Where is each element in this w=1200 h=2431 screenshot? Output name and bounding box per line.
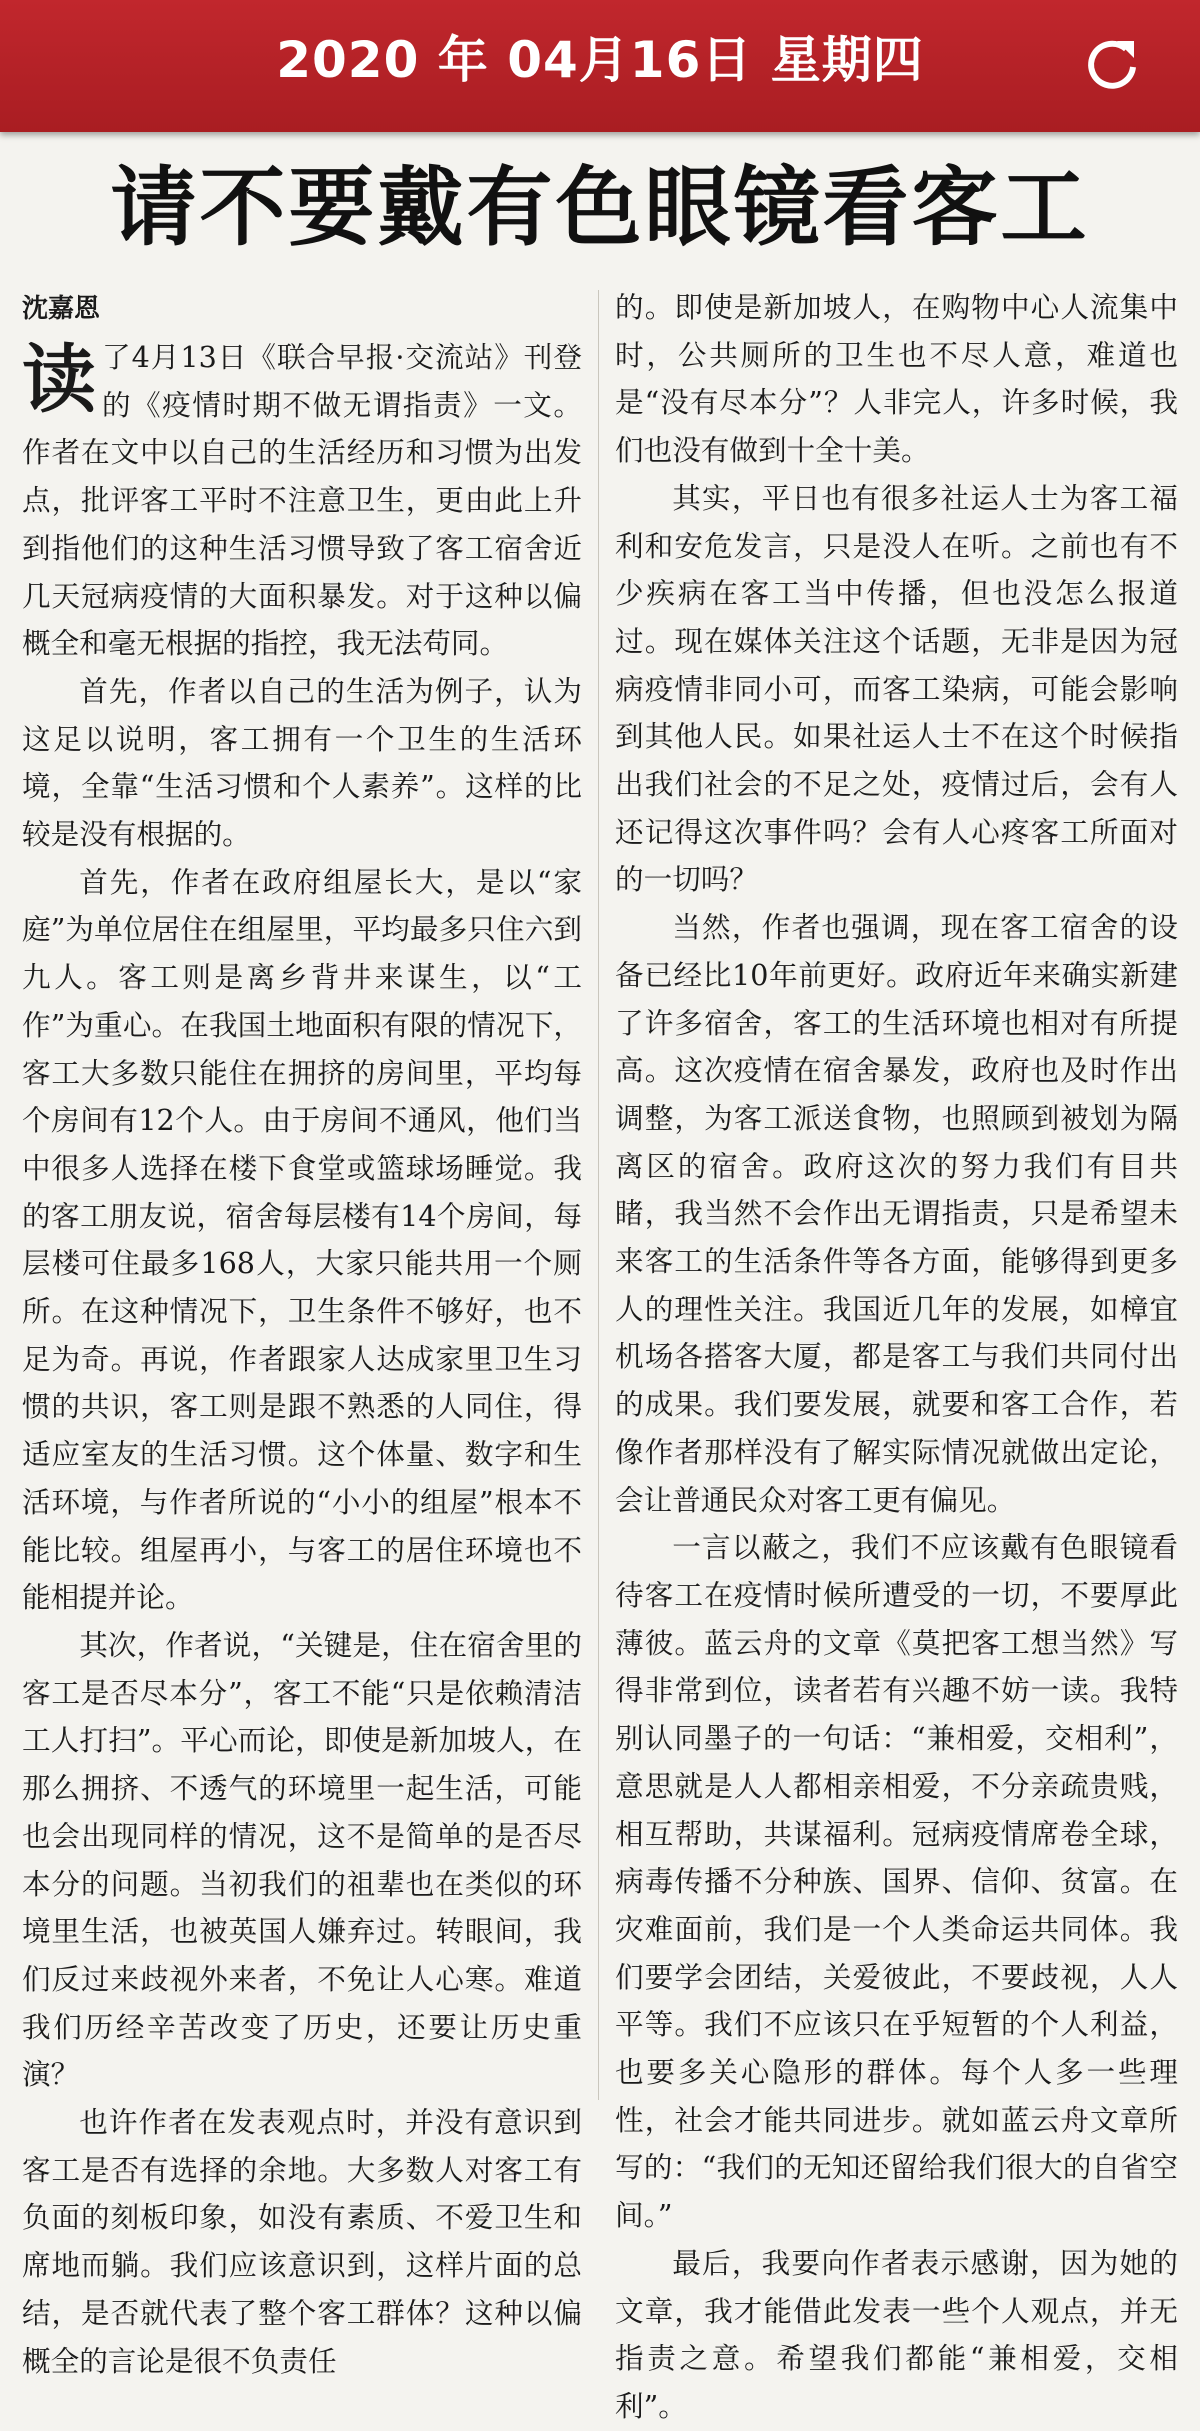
- date-header-bar: [0, 0, 1200, 132]
- article-paragraph: 当然，作者也强调，现在客工宿舍的设备已经比10年前更好。政府近年来确实新建了许多宿舍，客工的生活环境也相对有所提高。这次疫情在宿舍暴发，政府也及时作出调整，为客工派送食物，也照顾到被划为隔离区的宿舍。政府这次的努力我们有目共睹，我当然不会作出无谓指责，只是希望未来客工的生活条件等各方面，能够得到更多人的理性关注。我国近几年的发展，如樟宜机场各搭客大厦，都是客工与我们共同付出的成果。我们要发展，就要和客工合作，若像作者那样没有了解实际情况就做出定论，会让普通民众对客工更有偏见。: [615, 910, 1178, 1517]
- column-divider: [598, 290, 599, 2100]
- article-paragraph: 最后，我要向作者表示感谢，因为她的文章，我才能借此发表一些个人观点，并无指责之意。希望我们都能“兼相爱，交相利”。: [615, 2245, 1178, 2423]
- author-name: 沈嘉恩: [22, 294, 101, 324]
- article-paragraph: 首先，作者在政府组屋长大，是以“家庭”为单位居住在组屋里，平均最多只住六到九人。客工则是离乡背井来谋生，以“工作”为重心。在我国土地面积有限的情况下，客工大多数只能住在拥挤的房间里，平均每个房间有12个人。由于房间不通风，他们当中很多人选择在楼下食堂或篮球场睡觉。我的客工朋友说，宿舍每层楼有14个房间，每层楼可住最多168人，大家只能共用一个厕所。在这种情况下，卫生条件不够好，也不足为奇。再说，作者跟家人达成家里卫生习惯的共识，客工则是跟不熟悉的人同住，得适应室友的生活习惯。这个体量、数字和生活环境，与作者所说的“小小的组屋”根本不能比较。组屋再小，与客工的居住环境也不能相提并论。: [22, 864, 582, 1615]
- article-column-right: [615, 284, 1178, 2431]
- article-paragraph: 其实，平日也有很多社运人士为客工福利和安危发言，只是没人在听。之前也有不少疾病在客工当中传播，但也没怎么报道过。现在媒体关注这个话题，无非是因为冠病疫情非同小可，而客工染病，可能会影响到其他人民。如果社运人士不在这个时候指出我们社会的不足之处，疫情过后，会有人还记得这次事件吗？会有人心疼客工所面对的一切吗？: [615, 480, 1178, 897]
- article-paragraph: 其次，作者说，“关键是，住在宿舍里的客工是否尽本分”，客工不能“只是依赖清洁工人打扫”。平心而论，即使是新加坡人，在那么拥挤、不透气的环境里一起生活，可能也会出现同样的情况，这不是简单的是否尽本分的问题。当初我们的祖辈也在类似的环境里生活，也被英国人嫌弃过。转眼间，我们反过来歧视外来者，不免让人心寒。难道我们历经辛苦改变了历史，还要让历史重演？: [22, 1627, 582, 2092]
- drop-cap: 读: [22, 337, 96, 423]
- refresh-icon[interactable]: [1082, 35, 1142, 95]
- article-paragraph: 一言以蔽之，我们不应该戴有色眼镜看待客工在疫情时候所遭受的一切，不要厚此薄彼。蓝云舟的文章《莫把客工想当然》写得非常到位，读者若有兴趣不妨一读。我特别认同墨子的一句话：“兼相爱，交相利”，意思就是人人都相亲相爱，不分亲疏贵贱，相互帮助，共谋福利。冠病疫情席卷全球，病毒传播不分种族、国界、信仰、贫富。在灾难面前，我们是一个人类命运共同体。我们要学会团结，关爱彼此，不要歧视，人人平等。我们不应该只在乎短暂的个人利益，也要多关心隐形的群体。每个人多一些理性，社会才能共同进步。就如蓝云舟文章所写的：“我们的无知还留给我们很大的自省空间。”: [615, 1530, 1178, 2233]
- date-label: 2020 年 04月16日 星期四: [276, 31, 924, 89]
- article-paragraph: 的。即使是新加坡人，在购物中心人流集中时，公共厕所的卫生也不尽人意，难道也是“没有尽本分”？人非完人，许多时候，我们也没有做到十全十美。: [615, 290, 1178, 468]
- article-column-left: [22, 292, 582, 2385]
- article-paragraph: 首先，作者以自己的生活为例子，认为这足以说明，客工拥有一个卫生的生活环境，全靠“生活习惯和个人素养”。这样的比较是没有根据的。: [22, 673, 582, 852]
- article-paragraph: 也许作者在发表观点时，并没有意识到客工是否有选择的余地。大多数人对客工有负面的刻板印象，如没有素质、不爱卫生和席地而躺。我们应该意识到，这样片面的总结，是否就代表了整个客工群体？这种以偏概全的言论是很不负责任: [22, 2105, 582, 2378]
- article-paragraph: 读了4月13日《联合早报·交流站》刊登的《疫情时期不做无谓指责》一文。作者在文中以自己的生活经历和习惯为出发点，批评客工平时不注意卫生，更由此上升到指他们的这种生活习惯导致了客工宿舍近几天冠病疫情的大面积暴发。对于这种以偏概全和毫无根据的指控，我无法苟同。: [22, 337, 582, 661]
- article-title: 请不要戴有色眼镜看客工: [110, 158, 1090, 258]
